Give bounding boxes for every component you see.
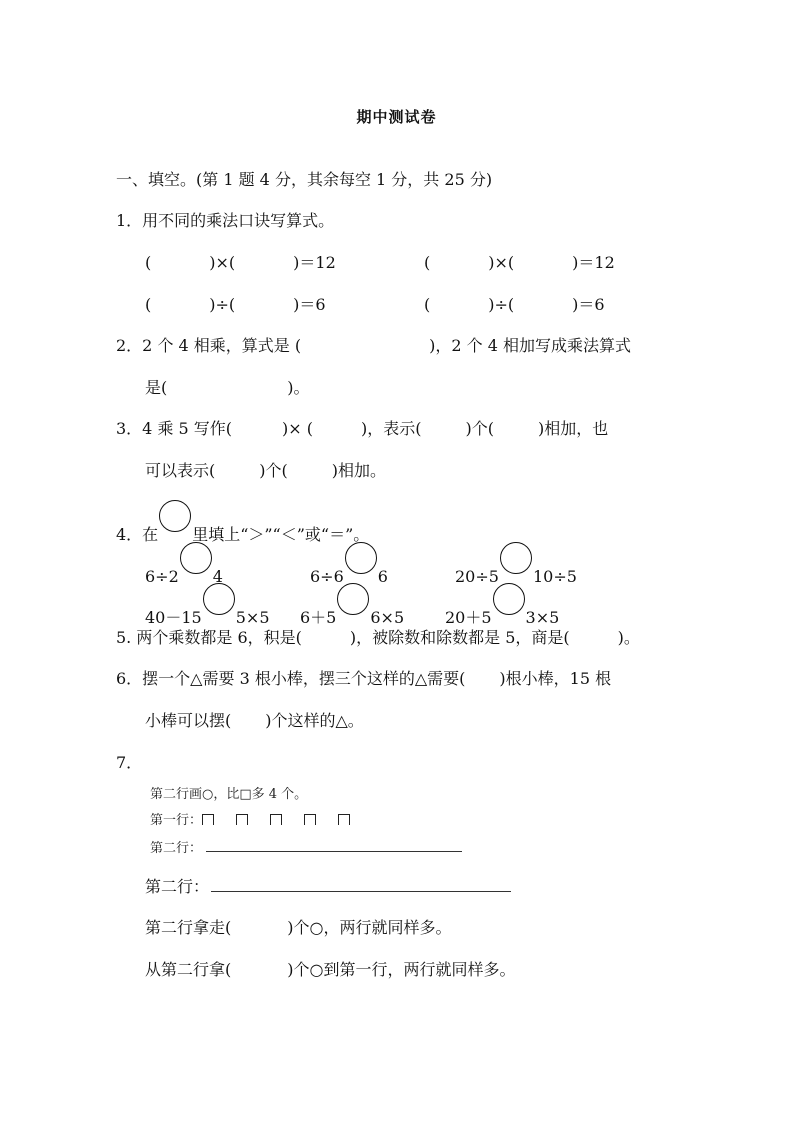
q6-text-b: )根小棒，15 根	[499, 669, 612, 688]
question-5	[116, 628, 640, 648]
q3-text-d: )个(	[465, 419, 495, 438]
q3-text-e: )相加，也	[538, 419, 609, 438]
page-title: 期中测试卷	[356, 108, 437, 126]
question-7-number: 7．	[116, 753, 143, 772]
paren: (	[145, 253, 152, 272]
q2-text-d: )。	[287, 378, 310, 397]
q1-eq-4	[424, 295, 605, 315]
compare-right: 4	[212, 567, 223, 586]
q7-row2	[145, 877, 511, 897]
paren: (	[145, 295, 152, 314]
section-heading: 一、填空。(第 1 题 4 分，其余每空 1 分，共 25 分)	[116, 170, 493, 189]
row2-label: 第二行：	[145, 877, 210, 896]
compare-item	[310, 552, 388, 587]
compare-item	[445, 593, 559, 628]
question-2	[116, 336, 631, 356]
compare-left: 40－15	[145, 608, 202, 627]
q6-text-c: 小棒可以摆(	[145, 711, 232, 730]
q3-text-b: )× (	[282, 419, 314, 438]
question-2-line2	[145, 378, 310, 398]
compare-circle[interactable]	[500, 542, 532, 574]
compare-left: 6÷6	[310, 567, 344, 586]
q7-text-a: 第二行拿走(	[145, 918, 232, 937]
result: )＝6	[572, 295, 605, 314]
compare-right: 6×5	[370, 608, 405, 627]
question-3-line2	[145, 461, 386, 481]
q1-eq-3	[145, 295, 326, 315]
square-icon	[270, 814, 282, 825]
compare-item	[145, 593, 270, 628]
q5-text-c: )。	[617, 628, 640, 647]
paren: (	[424, 253, 431, 272]
compare-circle[interactable]	[345, 542, 377, 574]
q2-text-c: 是(	[145, 378, 168, 397]
q7-text-d: )个○到第一行，两行就同样多。	[287, 960, 516, 979]
result: )＝12	[293, 253, 336, 272]
question-3	[116, 419, 608, 439]
compare-left: 6＋5	[300, 608, 337, 627]
compare-circle[interactable]	[493, 583, 525, 615]
q7-line-b	[145, 960, 515, 980]
q3-text-f: 可以表示(	[145, 461, 216, 480]
compare-right: 6	[377, 567, 388, 586]
q2-text-a: 2．2 个 4 相乘，算式是 (	[116, 336, 302, 355]
q7-figure-row1	[150, 812, 372, 830]
q1-eq-2	[424, 253, 615, 273]
question-6-line2	[145, 711, 364, 731]
answer-line[interactable]	[211, 890, 511, 892]
square-icon	[338, 814, 350, 825]
q1-eq-1	[145, 253, 336, 273]
compare-right: 10÷5	[532, 567, 577, 586]
result: )＝12	[572, 253, 615, 272]
q7-line-a	[145, 918, 451, 938]
q3-text-c: )，表示(	[361, 419, 422, 438]
compare-right: 5×5	[235, 608, 270, 627]
compare-left: 20＋5	[445, 608, 492, 627]
q6-text-d: )个这样的△。	[265, 711, 364, 730]
compare-circle[interactable]	[337, 583, 369, 615]
square-icon	[202, 814, 214, 825]
q7-figure-row2	[150, 840, 462, 858]
q4-text-b: 里填上“＞”“＜”或“＝”。	[192, 525, 370, 544]
q2-text-b: )，2 个 4 相加写成乘法算式	[429, 336, 632, 355]
compare-right: 3×5	[525, 608, 560, 627]
compare-left: 20÷5	[455, 567, 499, 586]
q3-text-g: )个(	[259, 461, 288, 480]
q3-text-a: 3．4 乘 5 写作(	[116, 419, 233, 438]
question-4-stem	[116, 510, 369, 545]
row1-label: 第一行：	[150, 813, 203, 828]
compare-left: 6÷2	[145, 567, 179, 586]
circle-icon	[159, 500, 191, 532]
compare-item	[145, 552, 223, 587]
paren: (	[424, 295, 431, 314]
q5-text-b: )，被除数和除数都是 5，商是(	[349, 628, 570, 647]
q3-text-h: )相加。	[331, 461, 386, 480]
compare-circle[interactable]	[180, 542, 212, 574]
square-icon	[236, 814, 248, 825]
operator: )×(	[488, 253, 515, 272]
answer-line[interactable]	[206, 850, 462, 852]
q5-text-a: 5. 两个乘数都是 6，积是(	[116, 628, 302, 647]
q7-text-b: )个○，两行就同样多。	[287, 918, 452, 937]
question-6	[116, 669, 611, 689]
q6-text-a: 6．摆一个△需要 3 根小棒，摆三个这样的△需要(	[116, 669, 466, 688]
compare-item	[300, 593, 404, 628]
result: )＝6	[293, 295, 326, 314]
row2-label: 第二行：	[150, 841, 203, 856]
operator: )÷(	[209, 295, 236, 314]
square-icon	[304, 814, 316, 825]
operator: )×(	[209, 253, 236, 272]
question-1-stem: 1．用不同的乘法口诀写算式。	[116, 211, 335, 230]
compare-circle[interactable]	[203, 583, 235, 615]
q7-figure-instruction: 第二行画○，比□多 4 个。	[150, 787, 308, 802]
compare-item	[455, 552, 577, 587]
operator: )÷(	[488, 295, 515, 314]
q4-text-a: 4．在	[116, 525, 159, 544]
q7-text-c: 从第二行拿(	[145, 960, 232, 979]
